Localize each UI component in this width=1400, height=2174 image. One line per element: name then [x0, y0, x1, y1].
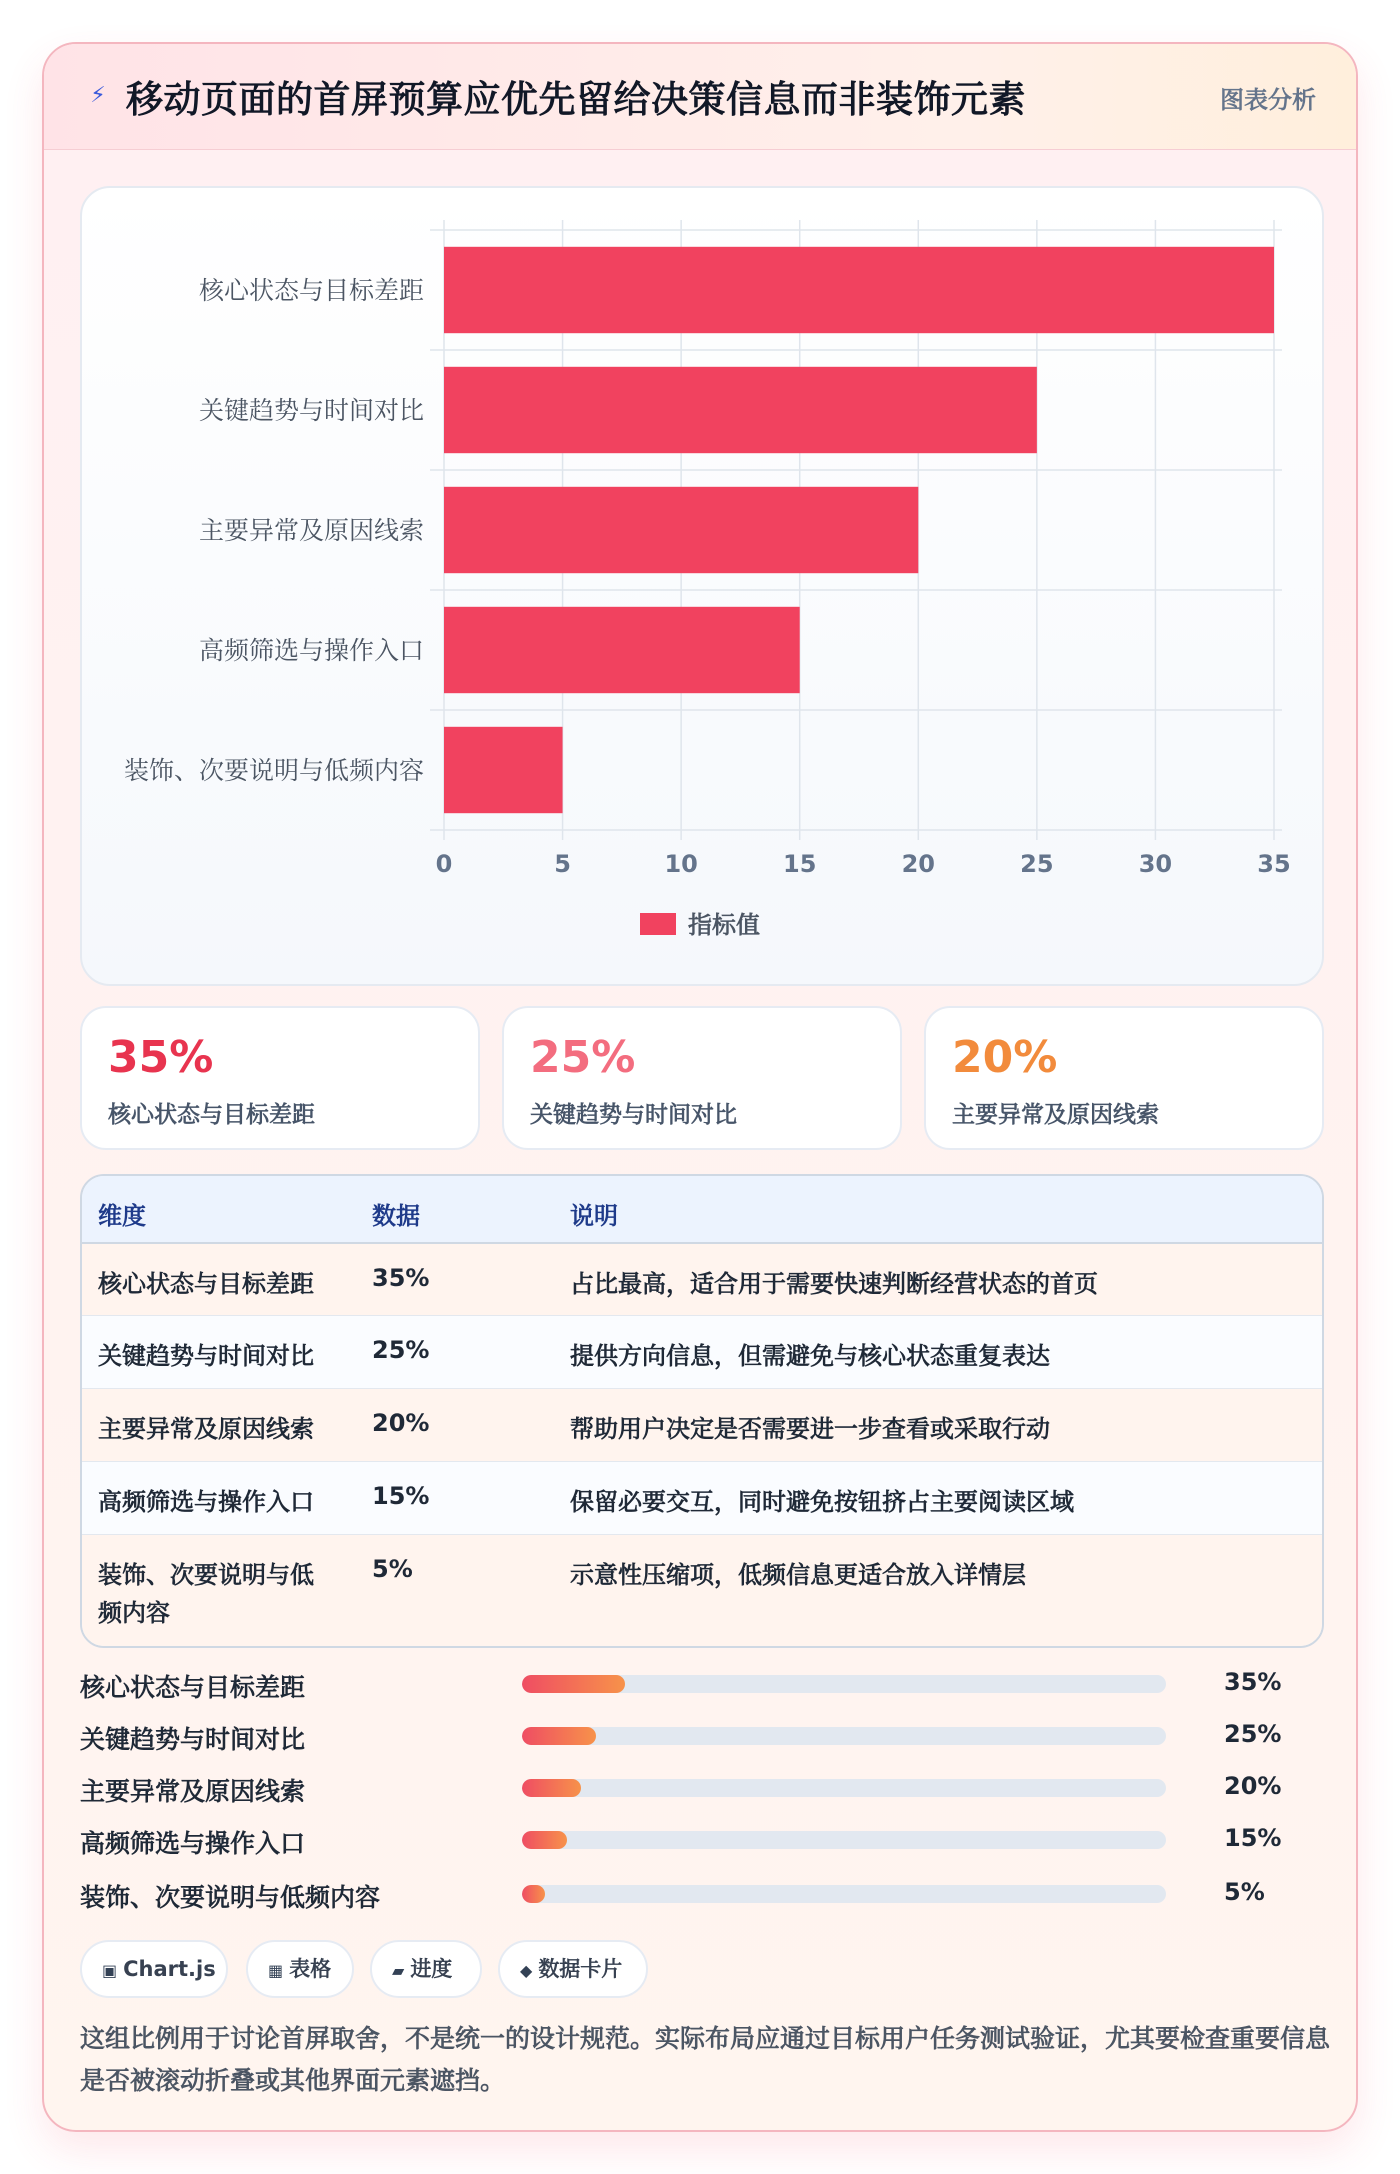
- column-header-dimension: 维度: [98, 1202, 146, 1230]
- table-row: [82, 1316, 1322, 1389]
- y-category-label: 高频筛选与操作入口: [198, 636, 424, 665]
- y-category-label: 核心状态与目标差距: [198, 276, 424, 305]
- stat-value: 20%: [952, 1032, 1058, 1083]
- progress-row: [80, 1770, 1324, 1804]
- y-category-label: 主要异常及原因线索: [198, 516, 424, 545]
- column-header-description: 说明: [570, 1202, 618, 1230]
- x-tick-label: 35: [1257, 850, 1291, 878]
- cell-value: 35%: [372, 1264, 430, 1292]
- progress-fill: [522, 1885, 545, 1903]
- footnote: 这组比例用于讨论首屏取舍，不是统一的设计规范。实际布局应通过目标用户任务测试验证，尤其要检查重要信息是否被滚动折叠或其他界面元素遮挡。: [80, 2024, 1331, 2095]
- cell-dimension: 装饰、次要说明与低: [98, 1561, 314, 1589]
- x-tick-label: 0: [435, 850, 453, 878]
- cell-value: 5%: [372, 1555, 413, 1583]
- progress-track: [522, 1779, 1166, 1797]
- cell-description: 占比最高，适合用于需要快速判断经营状态的首页: [570, 1270, 1098, 1298]
- bar: [444, 247, 1274, 333]
- tag-progress[interactable]: [370, 1940, 482, 1998]
- tag-chartjs[interactable]: [80, 1940, 228, 1998]
- stat-value: 35%: [108, 1032, 214, 1083]
- x-tick-label: 10: [664, 850, 698, 878]
- progress-icon: ▰: [392, 1961, 405, 1980]
- cell-dimension: 主要异常及原因线索: [98, 1415, 314, 1443]
- cell-dimension: 核心状态与目标差距: [98, 1270, 314, 1298]
- stat-cards: [80, 1006, 1324, 1150]
- progress-track: [522, 1727, 1166, 1745]
- progress-row: [80, 1876, 1324, 1910]
- category-badge: 图表分析: [1220, 86, 1316, 114]
- tag-data-card[interactable]: [498, 1940, 648, 1998]
- progress-track: [522, 1885, 1166, 1903]
- progress-row: [80, 1822, 1324, 1856]
- stat-label: 关键趋势与时间对比: [530, 1102, 737, 1128]
- cell-dimension: 关键趋势与时间对比: [98, 1342, 314, 1370]
- stat-card: [80, 1006, 480, 1150]
- progress-value: 25%: [1224, 1720, 1282, 1748]
- progress-label: 装饰、次要说明与低频内容: [80, 1883, 381, 1912]
- card-header: [44, 44, 1356, 150]
- bar-chart: [82, 188, 1326, 988]
- tag-label: 表格: [289, 1957, 332, 1981]
- progress-list: [80, 1666, 1324, 1936]
- progress-track: [522, 1831, 1166, 1849]
- x-tick-label: 5: [554, 850, 571, 878]
- progress-label: 核心状态与目标差距: [80, 1673, 306, 1702]
- table-row: [82, 1462, 1322, 1535]
- x-tick-label: 15: [783, 850, 817, 878]
- progress-label: 主要异常及原因线索: [80, 1777, 306, 1806]
- tag-table[interactable]: [246, 1940, 354, 1998]
- tag-label: 数据卡片: [538, 1957, 623, 1981]
- tag-label: Chart.js: [123, 1957, 216, 1981]
- y-category-label: 装饰、次要说明与低频内容: [123, 756, 424, 785]
- progress-fill: [522, 1831, 567, 1849]
- cell-description: 提供方向信息，但需避免与核心状态重复表达: [570, 1342, 1050, 1370]
- x-tick-label: 25: [1020, 850, 1054, 878]
- cell-description: 保留必要交互，同时避免按钮挤占主要阅读区域: [570, 1488, 1074, 1516]
- cell-dimension-continued: 频内容: [98, 1599, 170, 1627]
- progress-row: [80, 1666, 1324, 1700]
- table-header: [82, 1176, 1322, 1244]
- card-icon: ◆: [520, 1961, 533, 1980]
- y-category-label: 关键趋势与时间对比: [198, 396, 424, 425]
- analysis-card: [42, 42, 1358, 2132]
- tag-label: 进度: [410, 1957, 453, 1981]
- progress-fill: [522, 1779, 581, 1797]
- bar: [444, 727, 563, 813]
- progress-label: 高频筛选与操作入口: [80, 1829, 306, 1858]
- legend-label: 指标值: [688, 911, 760, 939]
- progress-label: 关键趋势与时间对比: [80, 1725, 306, 1754]
- bar: [444, 367, 1037, 453]
- cell-description: 帮助用户决定是否需要进一步查看或采取行动: [570, 1415, 1050, 1443]
- cell-value: 25%: [372, 1336, 430, 1364]
- progress-row: [80, 1718, 1324, 1752]
- stat-label: 主要异常及原因线索: [952, 1102, 1159, 1128]
- cell-value: 20%: [372, 1409, 430, 1437]
- x-tick-label: 30: [1138, 850, 1173, 878]
- stat-value: 25%: [530, 1032, 636, 1083]
- progress-value: 20%: [1224, 1772, 1282, 1800]
- progress-fill: [522, 1727, 596, 1745]
- table-icon: ▦: [268, 1961, 284, 1980]
- progress-value: 5%: [1224, 1878, 1265, 1906]
- column-header-data: 数据: [372, 1202, 420, 1230]
- stat-card: [502, 1006, 902, 1150]
- table-row: [82, 1389, 1322, 1462]
- page-title: 移动页面的首屏预算应优先留给决策信息而非装饰元素: [126, 78, 1026, 121]
- lightning-icon: ⚡: [90, 83, 106, 108]
- bar: [444, 487, 918, 573]
- stat-label: 核心状态与目标差距: [108, 1102, 315, 1128]
- legend-swatch: [640, 913, 676, 935]
- progress-fill: [522, 1675, 625, 1693]
- tag-list: [80, 1940, 980, 1998]
- bar: [444, 607, 800, 693]
- progress-value: 35%: [1224, 1668, 1282, 1696]
- progress-value: 15%: [1224, 1824, 1282, 1852]
- cell-description: 示意性压缩项，低频信息更适合放入详情层: [570, 1561, 1026, 1589]
- cell-value: 15%: [372, 1482, 430, 1510]
- bar-chart-panel: [80, 186, 1324, 986]
- progress-track: [522, 1675, 1166, 1693]
- table-row: [82, 1244, 1322, 1316]
- cell-dimension: 高频筛选与操作入口: [98, 1488, 314, 1516]
- x-tick-label: 20: [901, 850, 935, 878]
- chart-icon: ▣: [102, 1961, 118, 1980]
- table-row: [82, 1535, 1322, 1647]
- data-table: [80, 1174, 1324, 1648]
- stat-card: [924, 1006, 1324, 1150]
